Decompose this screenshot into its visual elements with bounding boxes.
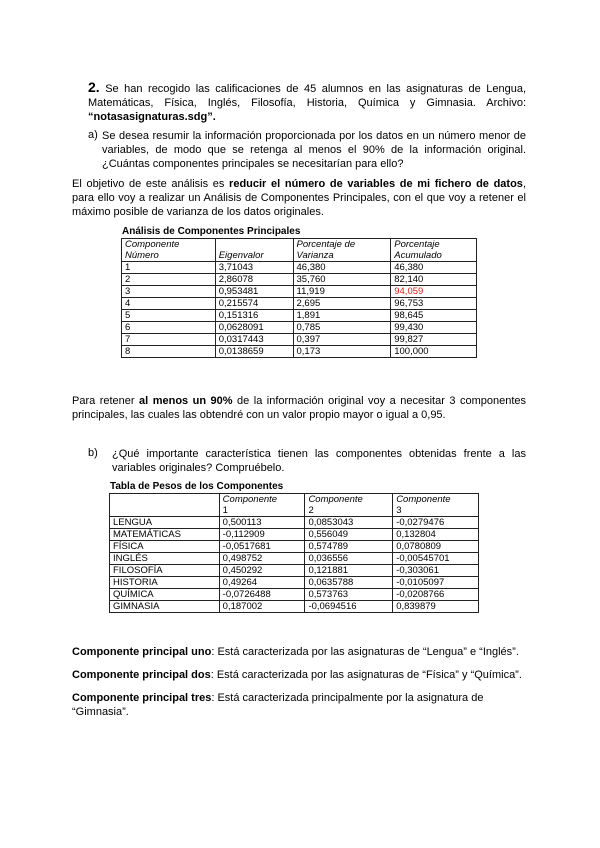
table-cell: 0,574789 [305, 541, 393, 553]
table-cell: 7 [122, 334, 216, 346]
table-cell: 0,839879 [393, 601, 479, 613]
paragraph-objective [72, 177, 526, 219]
header-cell: 3 [393, 505, 479, 517]
table-cell: 94,059 [391, 286, 477, 298]
component-2-title: Componente principal dos [72, 669, 211, 681]
table-row [122, 346, 477, 358]
table-cell: 3,71043 [215, 262, 293, 274]
table-row [122, 322, 477, 334]
table-cell: 0,573763 [305, 589, 393, 601]
table-row [110, 517, 479, 529]
component-1-text: : Está caracterizada por las asignaturas de “Lengua” e “Inglés”. [211, 646, 519, 658]
header-cell [215, 239, 293, 251]
table-cell: 6 [122, 322, 216, 334]
table-header-row [122, 250, 477, 262]
table1-caption: Análisis de Componentes Principales [122, 226, 301, 237]
table-cell: 0,0138659 [215, 346, 293, 358]
component-3-text: : Está caracterizada principalmente por la asignatura de “Gimnasia”. [72, 692, 484, 718]
table-cell: 0,785 [293, 322, 391, 334]
question-b [88, 447, 526, 475]
table-cell: 1 [122, 262, 216, 274]
table-cell: 0,498752 [219, 553, 305, 565]
table-cell: MATEMÁTICAS [110, 529, 220, 541]
table-cell: QUÍMICA [110, 589, 220, 601]
table-cell: FILOSOFÍA [110, 565, 220, 577]
table-row [122, 274, 477, 286]
table-cell: -0,0517681 [219, 541, 305, 553]
header-cell: Eigenvalor [215, 250, 293, 262]
table-cell: 0,121881 [305, 565, 393, 577]
table-cell: 0,0628091 [215, 322, 293, 334]
question-b-label: b) [88, 447, 98, 459]
component-2-text: : Está caracterizada por las asignaturas de “Física” y “Química”. [210, 669, 522, 681]
components-table [121, 238, 477, 358]
table-cell: LENGUA [110, 517, 220, 529]
table-cell: 11,919 [293, 286, 391, 298]
question-a-text: Se desea resumir la información proporcionada por los datos en un número menor de variables, de modo que se retenga al menos el 90% de la información original. ¿Cuántas componentes principales se necesitarían para ello? [102, 130, 526, 170]
table-row [110, 601, 479, 613]
component-3-title: Componente principal tres [72, 692, 212, 704]
table-row [122, 286, 477, 298]
table-row [122, 298, 477, 310]
component-2-description [72, 668, 542, 682]
table-header-row [110, 505, 479, 517]
table-cell: -0,0726488 [219, 589, 305, 601]
table-cell: -0,0208766 [393, 589, 479, 601]
question-a-label: a) [88, 129, 98, 141]
table-cell: 35,760 [293, 274, 391, 286]
table-cell: 2,695 [293, 298, 391, 310]
table-cell: -0,00545701 [393, 553, 479, 565]
table-cell: -0,0279476 [393, 517, 479, 529]
table-cell: 0,151316 [215, 310, 293, 322]
table-cell: 5 [122, 310, 216, 322]
header-cell: Porcentaje de [293, 239, 391, 251]
table-cell: 82,140 [391, 274, 477, 286]
table-header-row [122, 239, 477, 251]
header-cell: Componente [219, 494, 305, 506]
table-row [122, 334, 477, 346]
table-cell: 3 [122, 286, 216, 298]
paragraph-retain-bold: al menos un 90% [139, 395, 233, 407]
header-cell: Porcentaje [391, 239, 477, 251]
table-cell: -0,0105097 [393, 577, 479, 589]
paragraph-retain [72, 394, 526, 422]
header-cell: Número [122, 250, 216, 262]
table-cell: 0,036556 [305, 553, 393, 565]
table-cell: 98,645 [391, 310, 477, 322]
table-cell: 0,953481 [215, 286, 293, 298]
component-1-title: Componente principal uno [72, 646, 212, 658]
question-2 [88, 80, 526, 124]
table-cell: -0,0694516 [305, 601, 393, 613]
paragraph-objective-bold: reducir el número de variables de mi fichero de datos [229, 178, 523, 190]
table-cell: 0,0317443 [215, 334, 293, 346]
table-cell: 0,0853043 [305, 517, 393, 529]
table-cell: 8 [122, 346, 216, 358]
paragraph-retain-pre: Para retener [72, 395, 140, 407]
table-cell: 46,380 [293, 262, 391, 274]
header-cell: Varianza [293, 250, 391, 262]
table-cell: HISTORIA [110, 577, 220, 589]
header-cell: Componente [393, 494, 479, 506]
table-cell: 99,827 [391, 334, 477, 346]
table-cell: 0,0780809 [393, 541, 479, 553]
table-cell: INGLÉS [110, 553, 220, 565]
table-cell: 1,891 [293, 310, 391, 322]
header-cell: 1 [219, 505, 305, 517]
table-row [110, 541, 479, 553]
table2-caption: Tabla de Pesos de los Componentes [110, 481, 284, 492]
component-1-description [72, 645, 532, 659]
table-cell: 4 [122, 298, 216, 310]
table-cell: 2,86078 [215, 274, 293, 286]
table-header-row [110, 494, 479, 506]
question-b-text: ¿Qué importante característica tienen las componentes obtenidas frente a las variables originales? Compruébelo. [112, 448, 526, 474]
table-cell: 0,500113 [219, 517, 305, 529]
table-cell: 0,215574 [215, 298, 293, 310]
header-cell: 2 [305, 505, 393, 517]
header-cell [110, 505, 220, 517]
question-a [88, 129, 526, 171]
paragraph-retain-post: de la información original voy a necesitar 3 componentes principales, las cuales las obtendré con un valor propio mayor o igual a 0,95. [72, 395, 526, 421]
table-cell: 0,0635788 [305, 577, 393, 589]
table-cell: 99,430 [391, 322, 477, 334]
file-name: “notasasignaturas.sdg”. [88, 111, 216, 123]
paragraph-objective-pre: El objetivo de este análisis es [72, 178, 230, 190]
table-cell: 0,132804 [393, 529, 479, 541]
header-cell [110, 494, 220, 506]
header-cell: Componente [305, 494, 393, 506]
header-cell: Componente [122, 239, 216, 251]
table-cell: 46,380 [391, 262, 477, 274]
question-number: 2. [88, 79, 100, 95]
table-cell: 100,000 [391, 346, 477, 358]
question-2-text: Se han recogido las calificaciones de 45 alumnos en las asignaturas de Lengua, Matemáticas, Física, Inglés, Filosofía, Historia, Química y Gimnasia. Archivo: [88, 83, 526, 109]
table-cell: -0,112909 [219, 529, 305, 541]
table-cell: GIMNASIA [110, 601, 220, 613]
table-cell: 0,450292 [219, 565, 305, 577]
table-cell: -0,303061 [393, 565, 479, 577]
table-row [110, 565, 479, 577]
table-cell: 0,173 [293, 346, 391, 358]
table-cell: 96,753 [391, 298, 477, 310]
header-cell: Acumulado [391, 250, 477, 262]
table-cell: 2 [122, 274, 216, 286]
paragraph-objective-post: , para ello voy a realizar un Análisis de Componentes Principales, con el que voy a retener el máximo posible de varianza de los datos originales. [72, 178, 526, 218]
table-cell: 0,556049 [305, 529, 393, 541]
table-row [110, 553, 479, 565]
table-row [110, 589, 479, 601]
table-row [122, 310, 477, 322]
table-row [110, 529, 479, 541]
table-cell: 0,49264 [219, 577, 305, 589]
component-3-description [72, 691, 492, 719]
table-cell: 0,397 [293, 334, 391, 346]
table-cell: 0,187002 [219, 601, 305, 613]
table-row [122, 262, 477, 274]
loadings-table [109, 493, 479, 613]
table-row [110, 577, 479, 589]
table-cell: FÍSICA [110, 541, 220, 553]
